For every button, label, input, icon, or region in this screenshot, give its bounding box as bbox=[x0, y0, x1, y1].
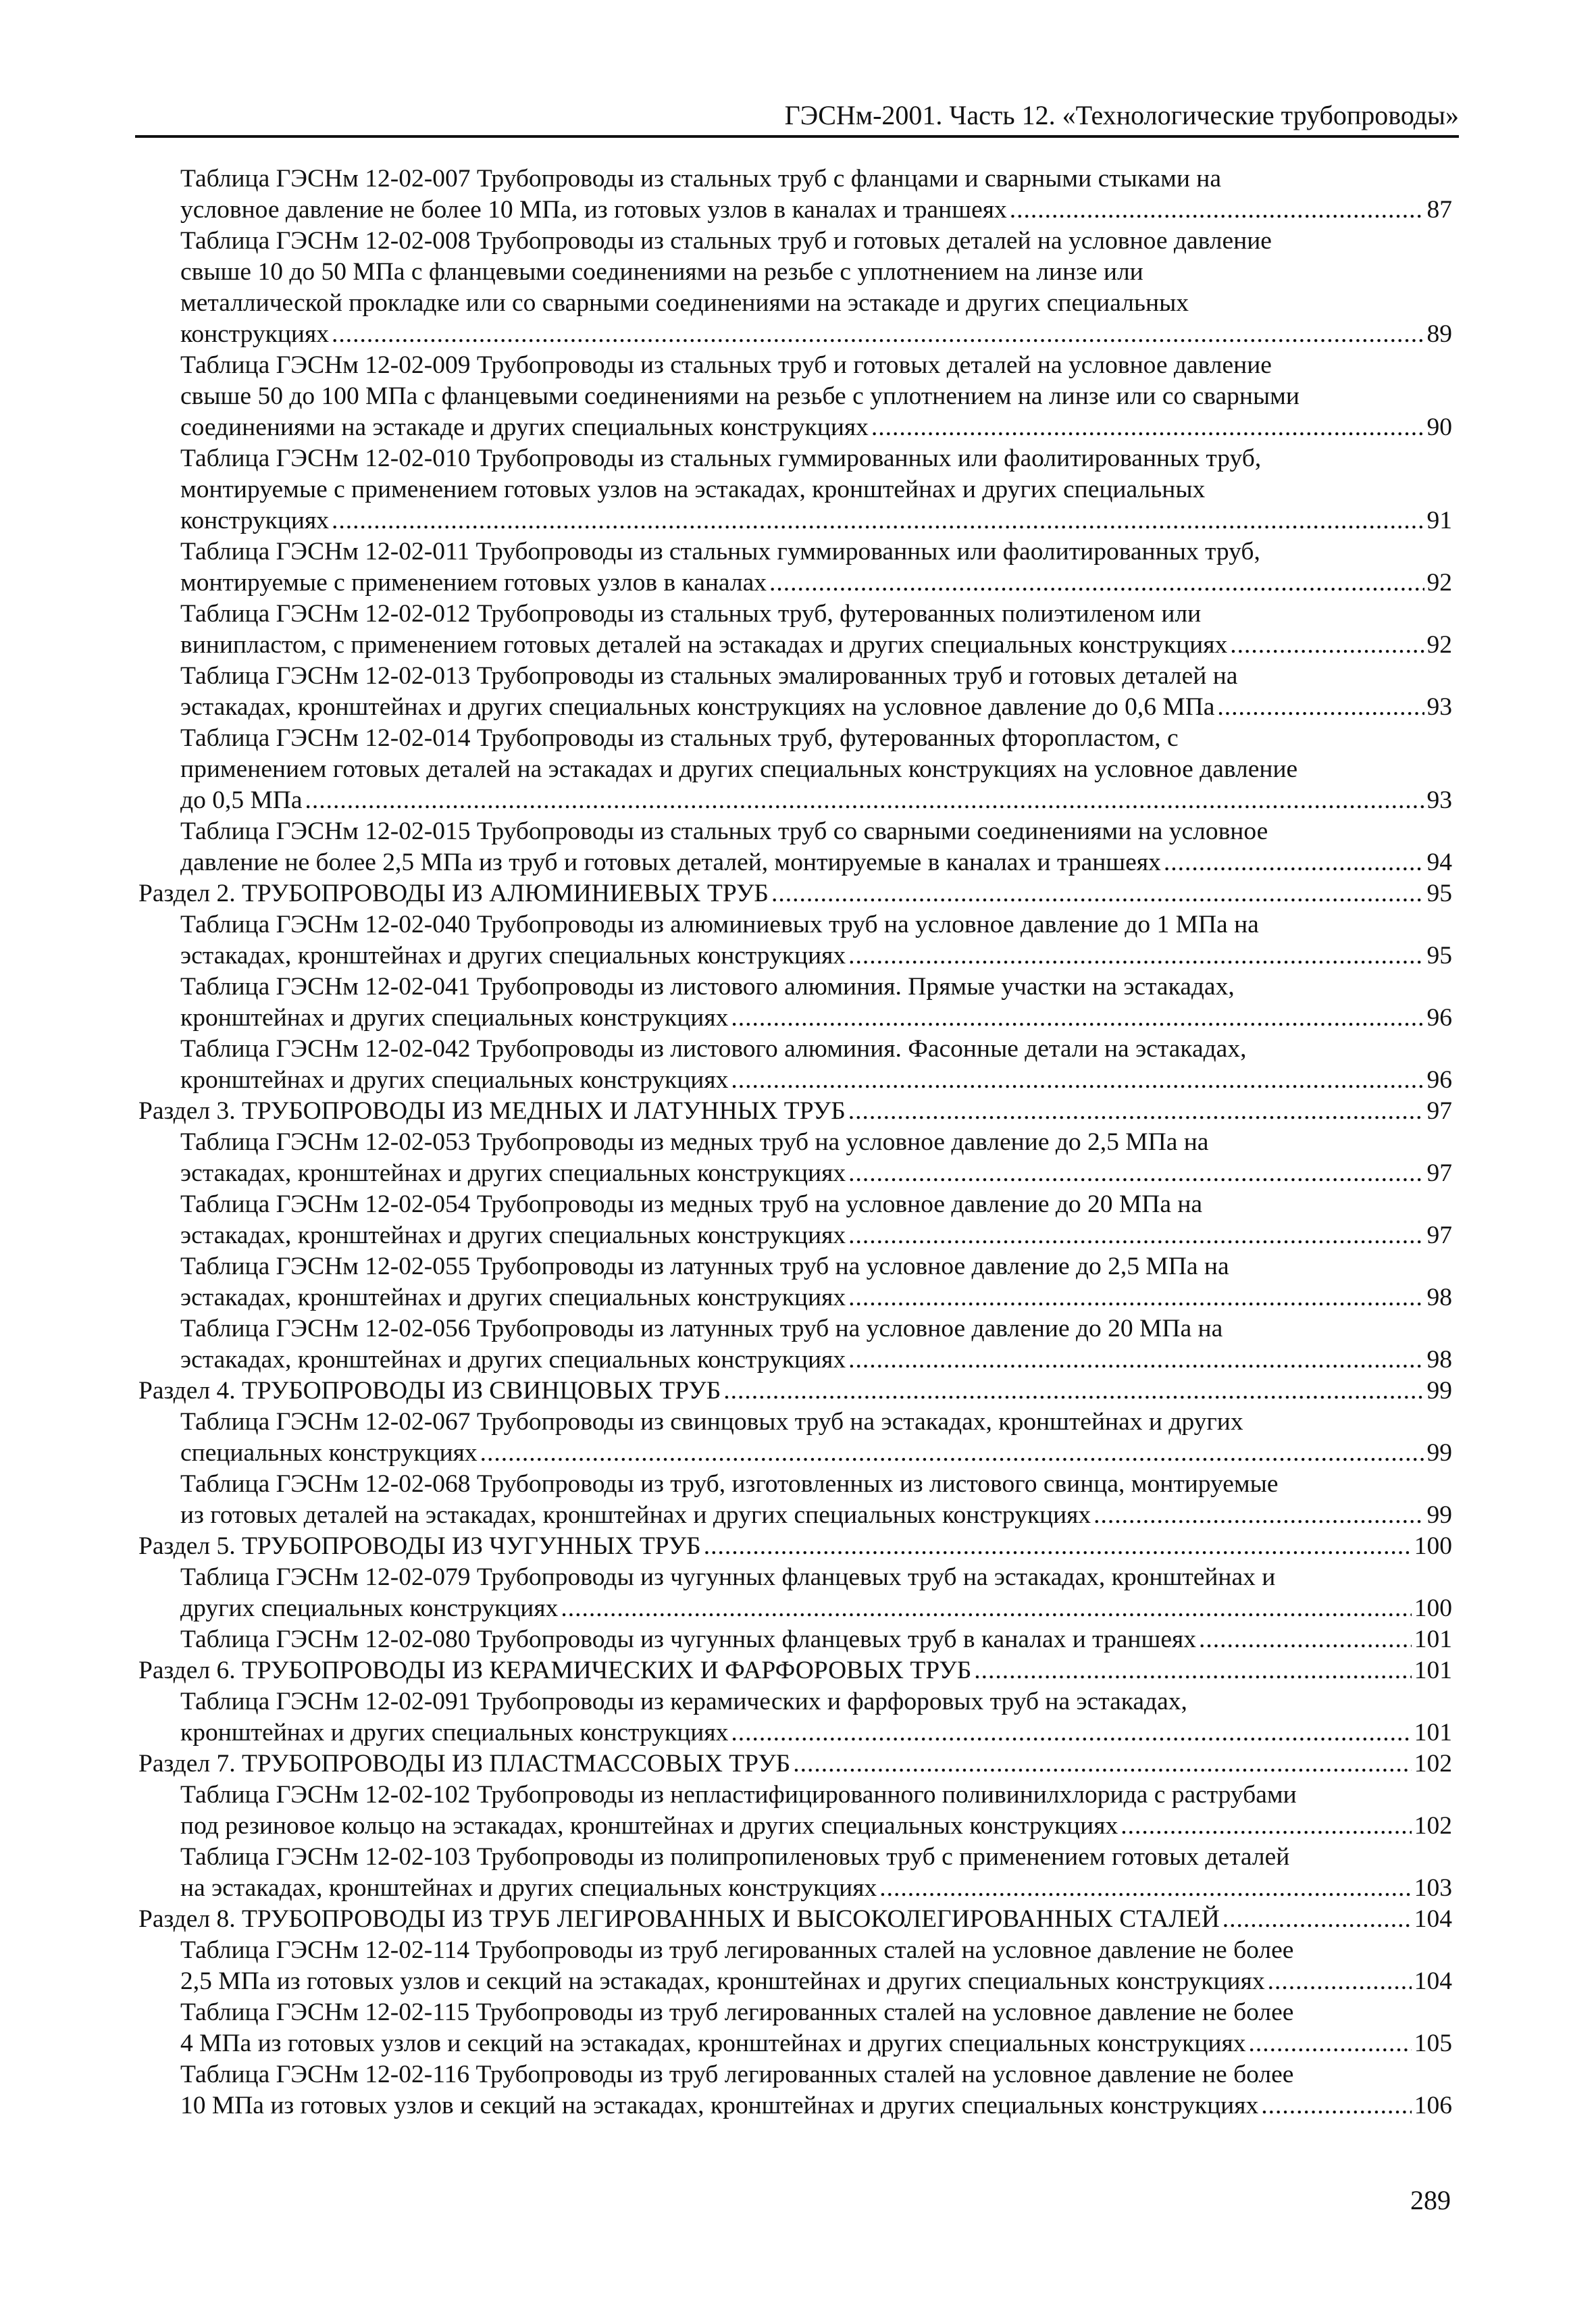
dot-leader bbox=[332, 319, 1424, 350]
toc-entry-last-line bbox=[180, 505, 1452, 536]
toc-entry-last-line bbox=[180, 1500, 1452, 1531]
toc-entry-line: конструкциях bbox=[180, 320, 329, 348]
toc-table-entry bbox=[138, 599, 1452, 661]
toc-entry-last-line bbox=[138, 878, 1452, 909]
toc-page-number: 99 bbox=[1426, 1439, 1452, 1467]
toc-entry-line: Таблица ГЭСНм 12-02-114 Трубопроводы из труб легированных сталей на условное давление не более bbox=[180, 1936, 1294, 1964]
toc-entry-last-line bbox=[180, 1344, 1452, 1376]
toc-entry-line: монтируемые с применением готовых узлов в каналах bbox=[180, 569, 767, 597]
toc-page-number: 102 bbox=[1414, 1812, 1452, 1840]
dot-leader bbox=[731, 1717, 1411, 1749]
toc-entry-line: Таблица ГЭСНм 12-02-102 Трубопроводы из непластифицированного поливинилхлорида с раструбами bbox=[180, 1781, 1297, 1809]
toc-entry-line: Раздел 4. ТРУБОПРОВОДЫ ИЗ СВИНЦОВЫХ ТРУБ bbox=[138, 1377, 721, 1405]
toc-page-number: 98 bbox=[1426, 1284, 1452, 1311]
toc-entry-line: применением готовых деталей на эстакадах и других специальных конструкциях на условное давление bbox=[180, 755, 1298, 783]
toc-entry-line: эстакадах, кронштейнах и других специальных конструкциях на условное давление до 0,6 МПа bbox=[180, 693, 1215, 721]
toc-page-number: 96 bbox=[1426, 1066, 1452, 1094]
toc-entry-line: под резиновое кольцо на эстакадах, кронштейнах и других специальных конструкциях bbox=[180, 1812, 1118, 1840]
toc-entry-last-line bbox=[138, 1096, 1452, 1127]
toc-entry-line: на эстакадах, кронштейнах и других специальных конструкциях bbox=[180, 1874, 877, 1902]
toc-entry-last-line bbox=[180, 1624, 1452, 1655]
toc-page-number: 100 bbox=[1414, 1594, 1452, 1622]
toc-entry-line: эстакадах, кронштейнах и других специальных конструкциях bbox=[180, 1159, 846, 1187]
dot-leader bbox=[1093, 1500, 1424, 1531]
toc-table-entry bbox=[138, 1997, 1452, 2059]
toc-section-entry bbox=[138, 1376, 1452, 1407]
toc-section-entry bbox=[138, 878, 1452, 909]
toc-table-entry bbox=[138, 226, 1452, 350]
toc-page-number: 95 bbox=[1426, 880, 1452, 907]
toc-entry-last-line bbox=[180, 1811, 1452, 1842]
toc-table-entry bbox=[138, 164, 1452, 226]
toc-entry-line: винипластом, с применением готовых деталей на эстакадах и других специальных конструкциях bbox=[180, 631, 1228, 659]
toc-entry-line: Таблица ГЭСНм 12-02-008 Трубопроводы из стальных труб и готовых деталей на условное давление bbox=[180, 227, 1272, 255]
toc-page-number: 98 bbox=[1426, 1346, 1452, 1374]
toc-entry-line: Таблица ГЭСНм 12-02-042 Трубопроводы из листового алюминия. Фасонные детали на эстакадах, bbox=[180, 1035, 1247, 1063]
dot-leader bbox=[1199, 1624, 1412, 1655]
toc-entry-line: кронштейнах и других специальных конструкциях bbox=[180, 1719, 729, 1746]
toc-entry-line: Таблица ГЭСНм 12-02-115 Трубопроводы из труб легированных сталей на условное давление не более bbox=[180, 1998, 1294, 2026]
toc-entry-line: Раздел 2. ТРУБОПРОВОДЫ ИЗ АЛЮМИНИЕВЫХ ТРУБ bbox=[138, 880, 769, 907]
toc-entry-line: свыше 50 до 100 МПа с фланцевыми соединениями на резьбе с уплотнением на линзе или со сварными bbox=[180, 382, 1299, 410]
toc-entry-last-line bbox=[180, 412, 1452, 443]
toc-entry-line: эстакадах, кронштейнах и других специальных конструкциях bbox=[180, 942, 846, 970]
toc-table-entry bbox=[138, 1189, 1452, 1251]
dot-leader bbox=[332, 505, 1424, 536]
toc-entry-last-line bbox=[180, 1003, 1452, 1034]
page-number: 289 bbox=[1410, 2185, 1451, 2215]
toc-entry-last-line bbox=[180, 1873, 1452, 1904]
toc-section-entry bbox=[138, 1749, 1452, 1780]
toc-entry-line: из готовых деталей на эстакадах, кронштейнах и других специальных конструкциях bbox=[180, 1501, 1091, 1529]
toc-entry-last-line bbox=[138, 1655, 1452, 1686]
toc-entry-line: до 0,5 МПа bbox=[180, 786, 303, 814]
toc-table-entry bbox=[138, 1562, 1452, 1624]
toc-entry-line: Таблица ГЭСНм 12-02-103 Трубопроводы из полипропиленовых труб с применением готовых деталей bbox=[180, 1843, 1290, 1871]
toc-entry-line: Раздел 5. ТРУБОПРОВОДЫ ИЗ ЧУГУННЫХ ТРУБ bbox=[138, 1532, 701, 1560]
toc-page-number: 105 bbox=[1414, 2030, 1452, 2057]
toc-table-entry bbox=[138, 1469, 1452, 1531]
toc-entry-line: Таблица ГЭСНм 12-02-053 Трубопроводы из медных труб на условное давление до 2,5 МПа на bbox=[180, 1128, 1209, 1156]
toc-entry-line: других специальных конструкциях bbox=[180, 1594, 559, 1622]
toc-entry-line: Таблица ГЭСНм 12-02-014 Трубопроводы из стальных труб, футерованных фторопластом, с bbox=[180, 724, 1179, 752]
dot-leader bbox=[974, 1655, 1411, 1686]
toc-entry-line: Раздел 3. ТРУБОПРОВОДЫ ИЗ МЕДНЫХ И ЛАТУННЫХ ТРУБ bbox=[138, 1097, 846, 1125]
toc-table-entry bbox=[138, 1407, 1452, 1469]
toc-entry-line: Раздел 6. ТРУБОПРОВОДЫ ИЗ КЕРАМИЧЕСКИХ И ФАРФОРОВЫХ ТРУБ bbox=[138, 1657, 972, 1684]
toc-entry-line: свыше 10 до 50 МПа с фланцевыми соединениями на резьбе с уплотнением на линзе или bbox=[180, 258, 1143, 286]
toc-page-number: 97 bbox=[1426, 1222, 1452, 1249]
toc-entry-line: Таблица ГЭСНм 12-02-079 Трубопроводы из чугунных фланцевых труб на эстакадах, кронштейнах и bbox=[180, 1563, 1276, 1591]
running-header bbox=[135, 95, 1459, 138]
toc-entry-line: Таблица ГЭСНм 12-02-040 Трубопроводы из алюминиевых труб на условное давление до 1 МПа на bbox=[180, 911, 1259, 938]
toc-page-number: 99 bbox=[1426, 1377, 1452, 1405]
toc-table-entry bbox=[138, 443, 1452, 536]
toc-entry-last-line bbox=[180, 2090, 1452, 2121]
toc-page-number: 97 bbox=[1426, 1097, 1452, 1125]
dot-leader bbox=[769, 568, 1424, 599]
dot-leader bbox=[1268, 1966, 1412, 1997]
toc-entry-last-line bbox=[138, 1376, 1452, 1407]
toc-entry-last-line bbox=[180, 692, 1452, 723]
dot-leader bbox=[731, 1003, 1424, 1034]
toc-page-number: 97 bbox=[1426, 1159, 1452, 1187]
toc-table-entry bbox=[138, 909, 1452, 972]
toc-table-entry bbox=[138, 723, 1452, 816]
toc-page-number: 106 bbox=[1414, 2092, 1452, 2119]
toc-entry-last-line bbox=[180, 2028, 1452, 2059]
toc-entry-line: Таблица ГЭСНм 12-02-116 Трубопроводы из труб легированных сталей на условное давление не более bbox=[180, 2061, 1294, 2088]
dot-leader bbox=[480, 1438, 1424, 1469]
toc-entry-last-line bbox=[180, 940, 1452, 972]
toc-entry-line: металлической прокладке или со сварными соединениями на эстакаде и других специальных bbox=[180, 289, 1189, 317]
toc-entry-line: кронштейнах и других специальных конструкциях bbox=[180, 1004, 729, 1032]
toc-table-entry bbox=[138, 1251, 1452, 1313]
toc-entry-last-line bbox=[180, 1158, 1452, 1189]
toc-page-number: 104 bbox=[1414, 1905, 1452, 1933]
toc-page-number: 103 bbox=[1414, 1874, 1452, 1902]
toc-entry-line: Раздел 8. ТРУБОПРОВОДЫ ИЗ ТРУБ ЛЕГИРОВАННЫХ И ВЫСОКОЛЕГИРОВАННЫХ СТАЛЕЙ bbox=[138, 1905, 1220, 1933]
toc-page-number: 89 bbox=[1426, 320, 1452, 348]
dot-leader bbox=[1010, 195, 1424, 226]
toc-page-number: 101 bbox=[1414, 1657, 1452, 1684]
toc-table-entry bbox=[138, 972, 1452, 1034]
toc-table-entry bbox=[138, 2059, 1452, 2121]
dot-leader bbox=[1222, 1904, 1412, 1935]
toc-page-number: 93 bbox=[1426, 786, 1452, 814]
toc-entry-line: Раздел 7. ТРУБОПРОВОДЫ ИЗ ПЛАСТМАССОВЫХ ТРУБ bbox=[138, 1750, 791, 1778]
toc-page-number: 94 bbox=[1426, 849, 1452, 876]
toc-entry-line: 10 МПа из готовых узлов и секций на эстакадах, кронштейнах и других специальных конструкциях bbox=[180, 2092, 1259, 2119]
toc-entry-last-line bbox=[180, 1966, 1452, 1997]
toc-entry-last-line bbox=[180, 319, 1452, 350]
toc-page-number: 91 bbox=[1426, 507, 1452, 534]
toc-entry-line: монтируемые с применением готовых узлов на эстакадах, кронштейнах и других специальных bbox=[180, 476, 1206, 503]
dot-leader bbox=[704, 1531, 1412, 1562]
dot-leader bbox=[848, 1344, 1424, 1376]
toc-table-entry bbox=[138, 536, 1452, 599]
toc-entry-line: специальных конструкциях bbox=[180, 1439, 478, 1467]
toc-section-entry bbox=[138, 1531, 1452, 1562]
toc-entry-last-line bbox=[138, 1904, 1452, 1935]
toc-table-entry bbox=[138, 1313, 1452, 1376]
toc-entry-last-line bbox=[180, 847, 1452, 878]
toc-entry-last-line bbox=[180, 630, 1452, 661]
toc-table-entry bbox=[138, 1127, 1452, 1189]
toc-table-entry bbox=[138, 816, 1452, 878]
toc-entry-line: Таблица ГЭСНм 12-02-012 Трубопроводы из стальных труб, футерованных полиэтиленом или bbox=[180, 600, 1202, 628]
toc-table-entry bbox=[138, 1624, 1452, 1655]
toc-table-entry bbox=[138, 350, 1452, 443]
toc-entry-line: Таблица ГЭСНм 12-02-068 Трубопроводы из труб, изготовленных из листового свинца, монтируемые bbox=[180, 1470, 1279, 1498]
toc-entry-line: Таблица ГЭСНм 12-02-055 Трубопроводы из латунных труб на условное давление до 2,5 МПа на bbox=[180, 1253, 1229, 1280]
toc-table-entry bbox=[138, 1034, 1452, 1096]
toc-entry-line: Таблица ГЭСНм 12-02-041 Трубопроводы из листового алюминия. Прямые участки на эстакадах, bbox=[180, 973, 1235, 1001]
header-title: ГЭСНм-2001. Часть 12. «Технологические трубопроводы» bbox=[784, 100, 1459, 130]
toc-page-number: 101 bbox=[1414, 1719, 1452, 1746]
toc-page-number: 90 bbox=[1426, 413, 1452, 441]
toc-entry-line: Таблица ГЭСНм 12-02-011 Трубопроводы из стальных гуммированных или фаолитированных труб, bbox=[180, 538, 1260, 565]
dot-leader bbox=[1261, 2090, 1412, 2121]
toc-entry-last-line bbox=[180, 1220, 1452, 1251]
toc-entry-last-line bbox=[180, 1717, 1452, 1749]
toc-page-number: 100 bbox=[1414, 1532, 1452, 1560]
dot-leader bbox=[723, 1376, 1424, 1407]
toc-entry-last-line bbox=[180, 1282, 1452, 1313]
dot-leader bbox=[1164, 847, 1424, 878]
dot-leader bbox=[793, 1749, 1412, 1780]
toc-entry-line: эстакадах, кронштейнах и других специальных конструкциях bbox=[180, 1222, 846, 1249]
toc-entry-line: эстакадах, кронштейнах и других специальных конструкциях bbox=[180, 1346, 846, 1374]
toc-entry-line: условное давление не более 10 МПа, из готовых узлов в каналах и траншеях bbox=[180, 196, 1007, 224]
toc-table-entry bbox=[138, 1842, 1452, 1904]
toc-table-entry bbox=[138, 1935, 1452, 1997]
dot-leader bbox=[771, 878, 1424, 909]
toc-entry-line: Таблица ГЭСНм 12-02-010 Трубопроводы из стальных гуммированных или фаолитированных труб, bbox=[180, 445, 1262, 472]
table-of-contents bbox=[138, 164, 1452, 2121]
toc-entry-line: Таблица ГЭСНм 12-02-080 Трубопроводы из чугунных фланцевых труб в каналах и траншеях bbox=[180, 1626, 1196, 1653]
toc-entry-last-line bbox=[180, 195, 1452, 226]
dot-leader bbox=[848, 1158, 1424, 1189]
toc-entry-line: Таблица ГЭСНм 12-02-007 Трубопроводы из стальных труб с фланцами и сварными стыками на bbox=[180, 165, 1221, 193]
toc-entry-last-line bbox=[180, 785, 1452, 816]
toc-entry-line: Таблица ГЭСНм 12-02-091 Трубопроводы из керамических и фарфоровых труб на эстакадах, bbox=[180, 1688, 1187, 1715]
toc-section-entry bbox=[138, 1096, 1452, 1127]
toc-entry-line: Таблица ГЭСНм 12-02-054 Трубопроводы из медных труб на условное давление до 20 МПа на bbox=[180, 1190, 1203, 1218]
toc-entry-line: Таблица ГЭСНм 12-02-015 Трубопроводы из стальных труб со сварными соединениями на условное bbox=[180, 818, 1268, 845]
toc-entry-last-line bbox=[138, 1749, 1452, 1780]
toc-entry-line: Таблица ГЭСНм 12-02-056 Трубопроводы из латунных труб на условное давление до 20 МПа на bbox=[180, 1315, 1223, 1342]
dot-leader bbox=[848, 1096, 1424, 1127]
toc-page-number: 92 bbox=[1426, 631, 1452, 659]
toc-entry-line: 2,5 МПа из готовых узлов и секций на эстакадах, кронштейнах и других специальных конструкциях bbox=[180, 1967, 1265, 1995]
dot-leader bbox=[731, 1065, 1424, 1096]
toc-section-entry bbox=[138, 1655, 1452, 1686]
toc-page-number: 87 bbox=[1426, 196, 1452, 224]
toc-section-entry bbox=[138, 1904, 1452, 1935]
toc-entry-line: конструкциях bbox=[180, 507, 329, 534]
toc-page-number: 104 bbox=[1414, 1967, 1452, 1995]
dot-leader bbox=[1217, 692, 1424, 723]
dot-leader bbox=[848, 1220, 1424, 1251]
toc-page-number: 99 bbox=[1426, 1501, 1452, 1529]
toc-entry-line: Таблица ГЭСНм 12-02-067 Трубопроводы из свинцовых труб на эстакадах, кронштейнах и других bbox=[180, 1408, 1243, 1436]
toc-entry-last-line bbox=[180, 1065, 1452, 1096]
toc-entry-line: эстакадах, кронштейнах и других специальных конструкциях bbox=[180, 1284, 846, 1311]
toc-entry-line: соединениями на эстакаде и других специальных конструкциях bbox=[180, 413, 869, 441]
toc-table-entry bbox=[138, 1780, 1452, 1842]
toc-entry-last-line bbox=[180, 1438, 1452, 1469]
dot-leader bbox=[848, 940, 1424, 972]
toc-entry-last-line bbox=[138, 1531, 1452, 1562]
toc-page-number: 93 bbox=[1426, 693, 1452, 721]
toc-table-entry bbox=[138, 1686, 1452, 1749]
toc-entry-line: давление не более 2,5 МПа из труб и готовых деталей, монтируемые в каналах и траншеях bbox=[180, 849, 1161, 876]
dot-leader bbox=[305, 785, 1424, 816]
toc-page-number: 102 bbox=[1414, 1750, 1452, 1778]
toc-entry-line: Таблица ГЭСНм 12-02-009 Трубопроводы из стальных труб и готовых деталей на условное давление bbox=[180, 351, 1272, 379]
toc-page-number: 92 bbox=[1426, 569, 1452, 597]
toc-page-number: 101 bbox=[1414, 1626, 1452, 1653]
toc-page-number: 96 bbox=[1426, 1004, 1452, 1032]
toc-table-entry bbox=[138, 661, 1452, 723]
toc-page-number: 95 bbox=[1426, 942, 1452, 970]
toc-entry-line: 4 МПа из готовых узлов и секций на эстакадах, кронштейнах и других специальных конструкциях bbox=[180, 2030, 1246, 2057]
toc-entry-last-line bbox=[180, 1593, 1452, 1624]
dot-leader bbox=[1230, 630, 1424, 661]
toc-entry-last-line bbox=[180, 568, 1452, 599]
dot-leader bbox=[1249, 2028, 1412, 2059]
dot-leader bbox=[879, 1873, 1412, 1904]
toc-entry-line: кронштейнах и других специальных конструкциях bbox=[180, 1066, 729, 1094]
toc-entry-line: Таблица ГЭСНм 12-02-013 Трубопроводы из стальных эмалированных труб и готовых деталей на bbox=[180, 662, 1238, 690]
dot-leader bbox=[1121, 1811, 1412, 1842]
dot-leader bbox=[561, 1593, 1411, 1624]
dot-leader bbox=[871, 412, 1424, 443]
dot-leader bbox=[848, 1282, 1424, 1313]
